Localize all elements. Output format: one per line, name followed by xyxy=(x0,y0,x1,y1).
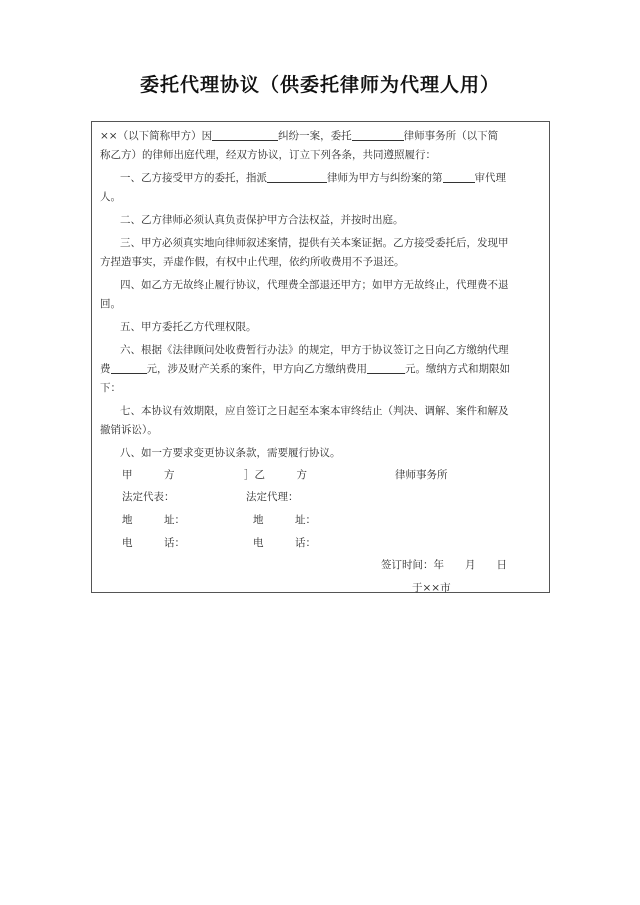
clause-2: 二、乙方律师必须认真负责保护甲方合法权益，并按时出庭。 xyxy=(120,214,404,226)
clause-4-line-2: 回。 xyxy=(100,298,121,310)
legal-rep-label: 法定代表： xyxy=(122,491,175,503)
intro-line-1 xyxy=(100,127,540,146)
clause-3-line-1: 三、甲方必须真实地向律师叙述案情，提供有关本案证据。乙方接受委托后，发现甲 xyxy=(120,237,509,249)
clause-6-line-3: 下： xyxy=(100,382,121,394)
clause-5: 五、甲方委托乙方代理权限。 xyxy=(120,321,257,333)
clause-4-line-1: 四、如乙方无故终止履行协议，代理费全部退还甲方；如甲方无故终止，代理费不退 xyxy=(120,279,509,291)
trial-level-blank[interactable] xyxy=(443,170,475,183)
clause-text: 一、乙方接受甲方的委托，指派 xyxy=(120,172,267,184)
clause-6-line-2 xyxy=(100,360,540,379)
phone-a-label: 电 话： xyxy=(122,537,185,549)
clause-3-line-2: 方捏造事实，弄虚作假，有权中止代理，依约所收费用不予退还。 xyxy=(100,256,405,268)
intro-text: 纠纷一案，委托 xyxy=(278,130,352,142)
clause-text: 费 xyxy=(100,363,111,375)
clause-7-line-2: 撤销诉讼）。 xyxy=(100,424,158,436)
clause-6-line-1: 六、根据《法律顾问处收费暂行办法》的规定，甲方于协议签订之日向乙方缴纳代理 xyxy=(120,344,509,356)
law-firm-blank[interactable] xyxy=(352,128,404,141)
lawyer-name-blank[interactable] xyxy=(267,170,327,183)
document-title: 委托代理协议（供委托律师为代理人用） xyxy=(139,74,500,96)
clause-7-line-1: 七、本协议有效期限，应自签订之日起至本案本审终结止（判决、调解、案件和解及 xyxy=(120,405,509,417)
sign-place-label: 于××市 xyxy=(412,582,451,594)
law-firm-label: 律师事务所 xyxy=(395,469,448,481)
sign-date-label: 签订时间：年 月 日 xyxy=(381,559,507,571)
clause-8: 八、如一方要求变更协议条款，需要履行协议。 xyxy=(120,447,341,459)
property-fee-blank[interactable] xyxy=(367,361,405,374)
intro-line-2: 称乙方）的律师出庭代理，经双方协议，订立下列各条，共同遵照履行： xyxy=(100,149,436,161)
address-a-label: 地 址： xyxy=(122,514,185,526)
address-b-label: 地 址： xyxy=(253,514,316,526)
party-b-label: ］乙 方 xyxy=(244,469,307,481)
legal-agent-label: 法定代理： xyxy=(246,491,299,503)
clause-text: 律师为甲方与纠纷案的第 xyxy=(327,172,443,184)
clause-1-line-2: 人。 xyxy=(100,191,121,203)
phone-b-label: 电 话： xyxy=(253,537,316,549)
party-a-label: 甲 方 xyxy=(122,469,175,481)
intro-text: ××（以下简称甲方）因 xyxy=(100,130,213,142)
agency-fee-blank[interactable] xyxy=(111,361,147,374)
clause-text: 元，涉及财产关系的案件，甲方向乙方缴纳费用 xyxy=(146,363,367,375)
clause-text: 元。缴纳方式和期限如 xyxy=(405,363,510,375)
clause-1-line-1 xyxy=(120,169,560,188)
case-name-blank[interactable] xyxy=(212,128,278,141)
clause-text: 审代理 xyxy=(474,172,506,184)
intro-text: 律师事务所（以下简 xyxy=(403,130,499,142)
